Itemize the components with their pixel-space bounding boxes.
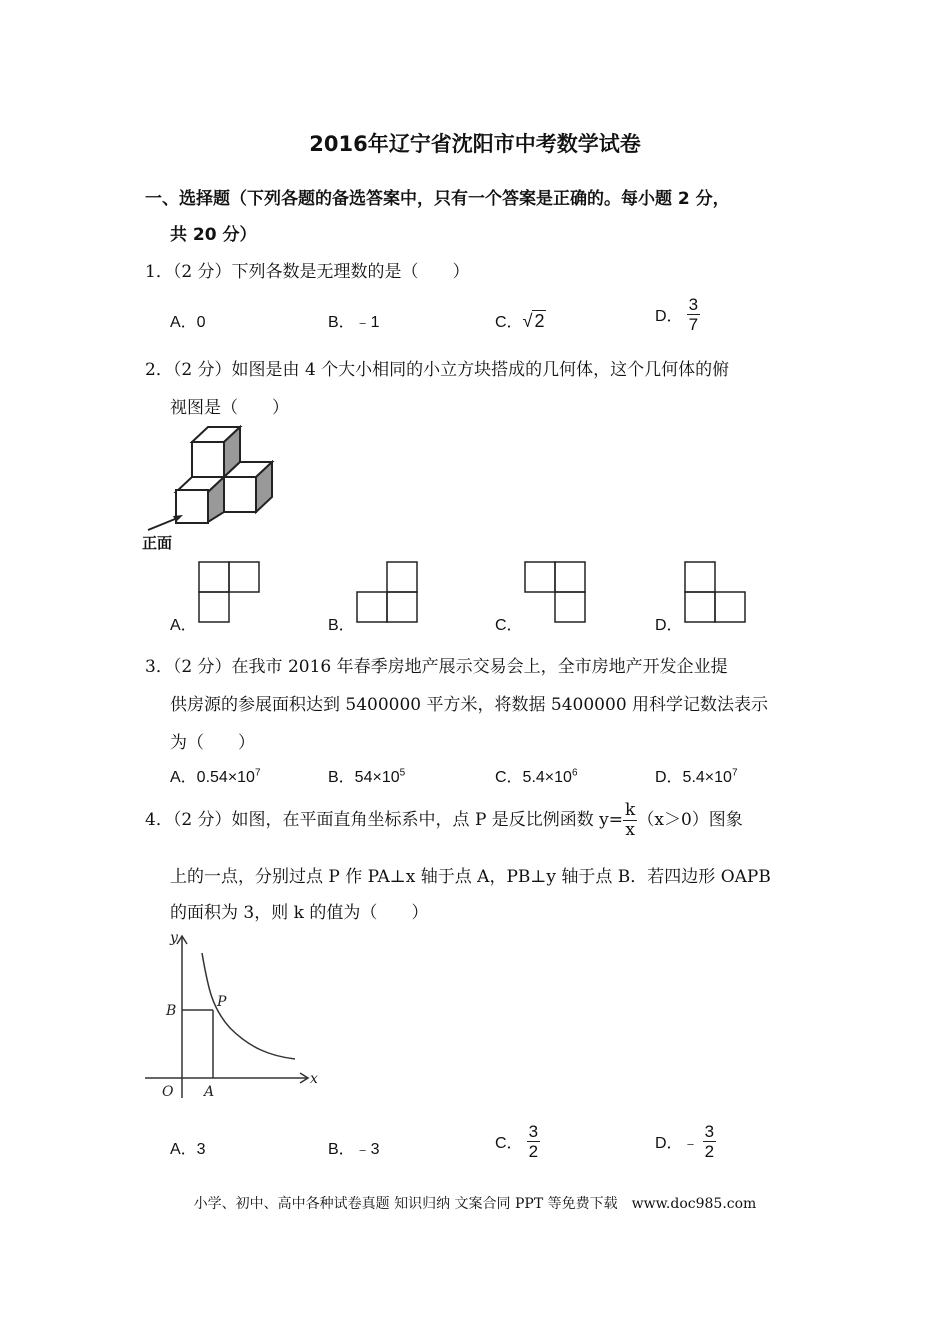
q4-option-c: [495, 1123, 540, 1160]
sqrt-symbol: √ 2: [522, 311, 545, 331]
fraction-denominator: 2: [704, 1142, 715, 1161]
q4-option-c-fraction: [527, 1123, 540, 1160]
q4-stem-line3: 的面积为 3，则 k 的值为（ ）: [170, 903, 429, 923]
q1-option-d-fraction: [687, 296, 700, 333]
q4-stem-pre: 4．（2 分）如图，在平面直角坐标系中，点 P 是反比例函数 y=: [145, 810, 624, 830]
page-title: 2016年辽宁省沈阳市中考数学试卷: [309, 132, 641, 156]
q1-stem: 1．（2 分）下列各数是无理数的是（ ）: [145, 262, 470, 282]
q3-stem-line1: 3．（2 分）在我市 2016 年春季房地产展示交易会上，全市房地产开发企业提: [145, 657, 728, 677]
q2-option-d: D．: [655, 617, 683, 634]
q1-option-b: B．﹣1: [328, 314, 380, 331]
q1-option-c-label: C．: [495, 314, 523, 331]
q2-stem-line1: 2．（2 分）如图是由 4 个大小相同的小立方块搭成的几何体，这个几何体的俯: [145, 360, 730, 380]
q1-option-a: A．0: [170, 314, 206, 331]
x-axis-label: x: [310, 1071, 318, 1087]
q3-option-b-exponent: 5: [399, 767, 406, 779]
q4-option-d: [655, 1123, 716, 1160]
q3-option-c: [495, 764, 578, 787]
q4-fraction-k-over-x: [623, 802, 637, 839]
fraction-denominator: x: [625, 820, 635, 840]
section-heading: 一、选择题（下列各题的备选答案中，只有一个答案是正确的。每小题 2 分，: [145, 189, 730, 209]
q2-stem-line2: 视图是（ ）: [170, 398, 289, 418]
q3-stem-line3: 为（ ）: [170, 733, 255, 753]
q4-option-a: A．3: [170, 1141, 206, 1158]
q2-option-c: C．: [495, 617, 523, 634]
fraction-denominator: 7: [688, 315, 699, 334]
q2-option-a: A．: [170, 617, 197, 634]
footer-text: 小学、初中、高中各种试卷真题 知识归纳 文案合同 PPT 等免费下载 www.doc985.com: [193, 1196, 757, 1212]
q3-option-a-exponent: 7: [254, 767, 261, 779]
q3-option-c-base: C．5.4×10: [495, 769, 572, 786]
fraction-denominator: 2: [528, 1142, 539, 1161]
point-b-label: B: [166, 1003, 177, 1019]
y-axis-label: y: [170, 930, 178, 946]
q4-option-b: B．﹣3: [328, 1141, 380, 1158]
front-label: 正面: [142, 534, 173, 552]
q4-coordinate-graph: [140, 928, 330, 1103]
q4-option-d-label: D．﹣: [655, 1135, 699, 1152]
q3-option-d-base: D．5.4×10: [655, 769, 732, 786]
q4-stem-line1: [145, 802, 743, 839]
q2-option-b-figure: [356, 561, 418, 623]
q3-option-a-base: A．0.54×10: [170, 769, 255, 786]
fraction-numerator: k: [625, 800, 636, 820]
q2-option-d-figure: [684, 561, 746, 623]
point-a-label: A: [204, 1084, 215, 1100]
point-p-label: P: [217, 994, 227, 1010]
q4-option-d-fraction: [703, 1123, 716, 1160]
q2-option-c-figure: [524, 561, 586, 623]
q4-stem-post: （x＞0）图象: [637, 810, 743, 830]
fraction-numerator: 3: [704, 1122, 715, 1141]
fraction-numerator: 3: [528, 1122, 539, 1141]
q2-option-b: B．: [328, 617, 355, 634]
q1-option-d-label: D．: [655, 308, 683, 325]
section-heading-cont: 共 20 分）: [170, 225, 257, 245]
fraction-numerator: 3: [688, 295, 699, 314]
q3-option-b: [328, 764, 405, 787]
origin-label: O: [162, 1084, 174, 1100]
q1-option-d: [655, 296, 700, 333]
q3-option-a: [170, 764, 261, 787]
q3-option-d: [655, 764, 738, 787]
q4-option-c-label: C．: [495, 1135, 523, 1152]
q3-option-d-exponent: 7: [731, 767, 738, 779]
q3-stem-line2: 供房源的参展面积达到 5400000 平方米，将数据 5400000 用科学记数法表示: [170, 695, 769, 715]
q3-option-c-exponent: 6: [571, 767, 578, 779]
q4-stem-line2: 上的一点，分别过点 P 作 PA⊥x 轴于点 A，PB⊥y 轴于点 B．若四边形 OAPB: [170, 867, 771, 887]
q3-option-b-base: B．54×10: [328, 769, 400, 786]
q2-option-a-figure: [198, 561, 260, 623]
q1-option-c-radicand: 2: [534, 311, 545, 331]
q1-option-c: [495, 309, 546, 332]
